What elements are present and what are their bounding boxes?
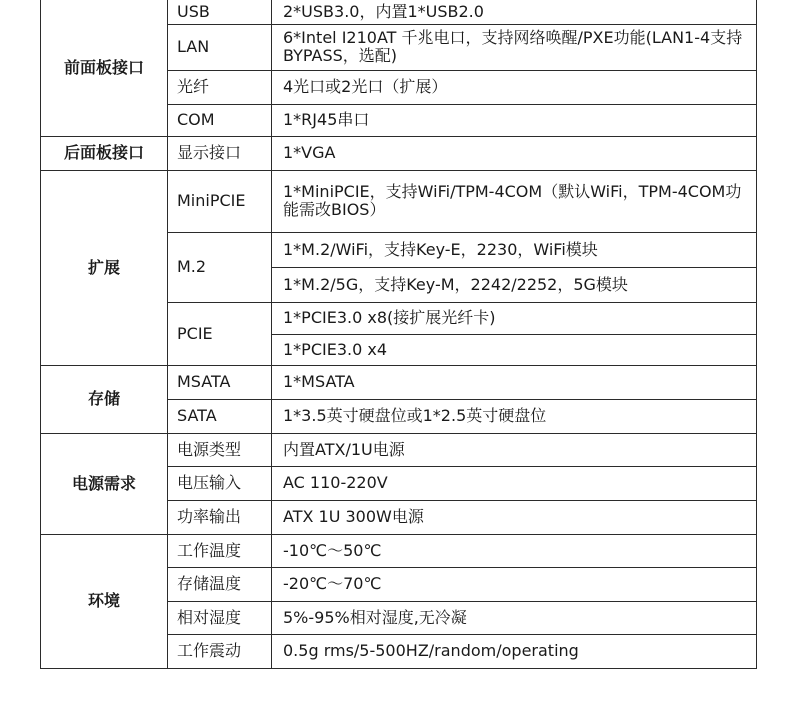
item-name-cell: 电压输入 bbox=[168, 466, 272, 500]
item-name-cell: 存储温度 bbox=[168, 567, 272, 601]
spec-table bbox=[40, 0, 757, 669]
spec-row bbox=[41, 534, 757, 567]
item-value-cell: 1*MiniPCIE，支持WiFi/TPM-4COM（默认WiFi，TPM-4COM功能需改BIOS） bbox=[272, 170, 757, 232]
item-value-cell: 1*RJ45串口 bbox=[272, 104, 757, 136]
item-name-cell: MSATA bbox=[168, 365, 272, 399]
item-name-cell: LAN bbox=[168, 24, 272, 70]
category-cell: 扩展 bbox=[41, 170, 168, 365]
item-value-cell: 内置ATX/1U电源 bbox=[272, 433, 757, 466]
item-name-cell: SATA bbox=[168, 399, 272, 433]
item-value-cell: 1*M.2/5G，支持Key-M，2242/2252，5G模块 bbox=[272, 267, 757, 302]
item-value-cell: 0.5g rms/5-500HZ/random/operating bbox=[272, 634, 757, 668]
spec-row bbox=[41, 433, 757, 466]
item-name-cell: USB bbox=[168, 0, 272, 24]
item-name-cell: 相对湿度 bbox=[168, 601, 272, 634]
item-value-cell: -10℃～50℃ bbox=[272, 534, 757, 567]
item-name-cell: 工作震动 bbox=[168, 634, 272, 668]
item-name-cell: MiniPCIE bbox=[168, 170, 272, 232]
item-value-cell: 1*VGA bbox=[272, 136, 757, 170]
item-value-cell: 4光口或2光口（扩展） bbox=[272, 70, 757, 104]
item-value-cell: 6*Intel I210AT 千兆电口，支持网络唤醒/PXE功能(LAN1-4支持BYPASS，选配) bbox=[272, 24, 757, 70]
category-cell: 后面板接口 bbox=[41, 136, 168, 170]
category-cell: 存储 bbox=[41, 365, 168, 433]
item-name-cell: M.2 bbox=[168, 232, 272, 302]
spec-row bbox=[41, 170, 757, 232]
item-name-cell: COM bbox=[168, 104, 272, 136]
item-name-cell: 工作温度 bbox=[168, 534, 272, 567]
item-value-cell: 1*M.2/WiFi，支持Key-E，2230，WiFi模块 bbox=[272, 232, 757, 267]
item-value-cell: 2*USB3.0，内置1*USB2.0 bbox=[272, 0, 757, 24]
item-name-cell: 功率输出 bbox=[168, 500, 272, 534]
item-name-cell: PCIE bbox=[168, 302, 272, 365]
category-cell: 前面板接口 bbox=[41, 0, 168, 136]
item-value-cell: 1*PCIE3.0 x8(接扩展光纤卡) bbox=[272, 302, 757, 334]
item-value-cell: ATX 1U 300W电源 bbox=[272, 500, 757, 534]
item-value-cell: 1*MSATA bbox=[272, 365, 757, 399]
spec-row bbox=[41, 365, 757, 399]
spec-table-body bbox=[41, 0, 757, 668]
item-value-cell: 5%-95%相对湿度,无冷凝 bbox=[272, 601, 757, 634]
item-value-cell: 1*PCIE3.0 x4 bbox=[272, 334, 757, 365]
category-cell: 环境 bbox=[41, 534, 168, 668]
spec-row bbox=[41, 0, 757, 24]
spec-row bbox=[41, 136, 757, 170]
item-value-cell: AC 110-220V bbox=[272, 466, 757, 500]
category-cell: 电源需求 bbox=[41, 433, 168, 534]
item-value-cell: 1*3.5英寸硬盘位或1*2.5英寸硬盘位 bbox=[272, 399, 757, 433]
item-name-cell: 显示接口 bbox=[168, 136, 272, 170]
item-name-cell: 光纤 bbox=[168, 70, 272, 104]
item-name-cell: 电源类型 bbox=[168, 433, 272, 466]
item-value-cell: -20℃～70℃ bbox=[272, 567, 757, 601]
